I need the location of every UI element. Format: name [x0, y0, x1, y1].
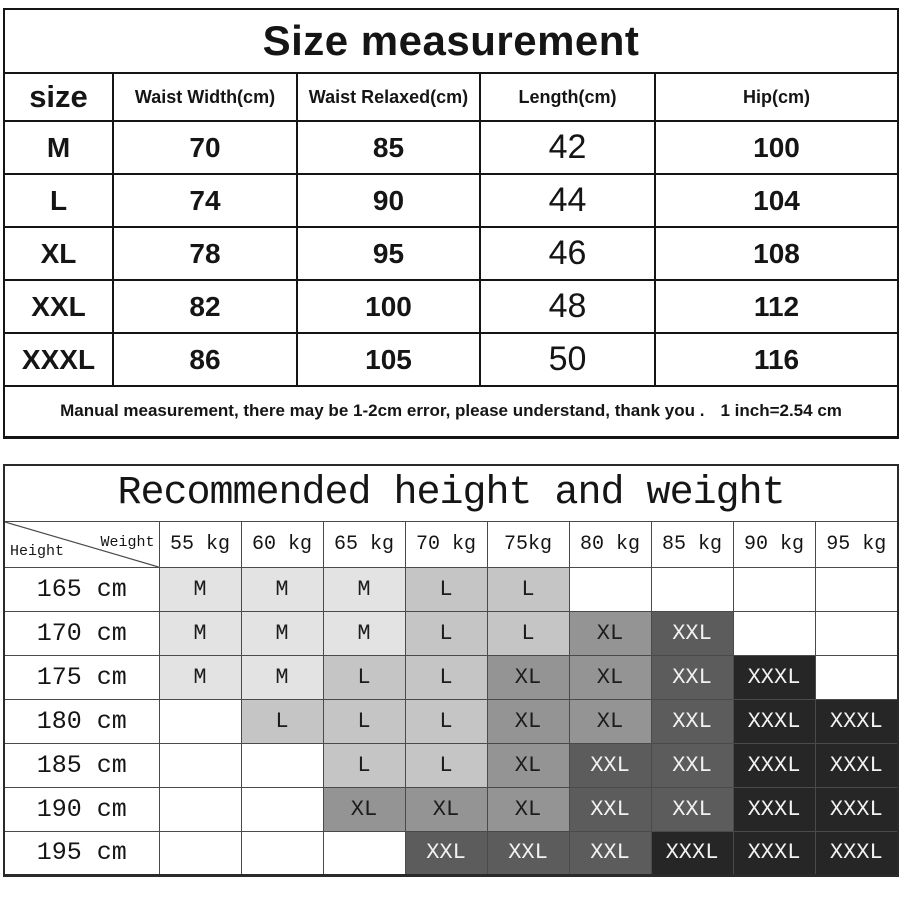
length-value: 48	[480, 280, 655, 333]
size-row-m	[4, 121, 898, 174]
measurement-note-text: Manual measurement, there may be 1-2cm error, please understand, thank you .	[60, 401, 705, 421]
weight-column-header: 60 kg	[241, 521, 323, 567]
recommended-size-cell-xl: XL	[487, 787, 569, 831]
recommended-size-cell-xxxl: XXXL	[733, 831, 815, 875]
recommended-size-cell-l: L	[241, 699, 323, 743]
inch-conversion-text: 1 inch=2.54 cm	[720, 401, 842, 421]
recommended-size-cell-m: M	[241, 611, 323, 655]
height-row	[4, 787, 898, 831]
corner-weight-label: Weight	[100, 533, 155, 551]
recommended-size-cell-l: L	[487, 611, 569, 655]
weight-column-header: 55 kg	[159, 521, 241, 567]
recommended-size-cell-m: M	[159, 611, 241, 655]
size-name-cell: XXL	[4, 280, 113, 333]
height-label: 185 cm	[4, 743, 159, 787]
size-table-body	[4, 121, 898, 386]
measurement-note-cell	[4, 386, 898, 437]
height-row	[4, 743, 898, 787]
size-name-cell: XL	[4, 227, 113, 280]
weight-column-header: 90 kg	[733, 521, 815, 567]
height-row	[4, 655, 898, 699]
recommended-size-cell-l: L	[405, 567, 487, 611]
empty-cell	[733, 611, 815, 655]
weight-column-header: 80 kg	[569, 521, 651, 567]
size-table-foot	[4, 386, 898, 437]
recommended-size-cell-xxxl: XXXL	[815, 787, 898, 831]
empty-cell	[159, 699, 241, 743]
height-row	[4, 831, 898, 875]
size-row-xxxl	[4, 333, 898, 386]
empty-cell	[569, 567, 651, 611]
size-table-header-row	[4, 73, 898, 121]
height-weight-title: Recommended height and weight	[4, 465, 898, 521]
recommended-size-cell-m: M	[241, 567, 323, 611]
recommended-size-cell-xxl: XXL	[651, 743, 733, 787]
empty-cell	[241, 743, 323, 787]
recommended-size-cell-xxxl: XXXL	[733, 699, 815, 743]
waist-relaxed-value: 90	[297, 174, 480, 227]
empty-cell	[159, 743, 241, 787]
height-label: 195 cm	[4, 831, 159, 875]
recommended-size-cell-xxxl: XXXL	[815, 699, 898, 743]
height-label: 180 cm	[4, 699, 159, 743]
recommended-size-cell-l: L	[487, 567, 569, 611]
recommended-size-cell-l: L	[323, 655, 405, 699]
waist-relaxed-value: 85	[297, 121, 480, 174]
waist-width-value: 82	[113, 280, 297, 333]
recommended-size-cell-xxxl: XXXL	[815, 743, 898, 787]
waist-width-value: 74	[113, 174, 297, 227]
hip-value: 100	[655, 121, 898, 174]
recommended-size-cell-xl: XL	[487, 699, 569, 743]
size-name-cell: M	[4, 121, 113, 174]
recommended-size-cell-xxl: XXL	[651, 655, 733, 699]
recommended-size-cell-m: M	[159, 567, 241, 611]
recommended-size-cell-xxxl: XXXL	[651, 831, 733, 875]
waist-relaxed-value: 100	[297, 280, 480, 333]
height-label: 190 cm	[4, 787, 159, 831]
length-value: 50	[480, 333, 655, 386]
waist-relaxed-value: 95	[297, 227, 480, 280]
length-value: 46	[480, 227, 655, 280]
column-header-waist-width: Waist Width(cm)	[113, 73, 297, 121]
recommended-size-cell-xl: XL	[487, 743, 569, 787]
size-row-xxl	[4, 280, 898, 333]
recommended-size-cell-xxl: XXL	[405, 831, 487, 875]
weight-column-header: 70 kg	[405, 521, 487, 567]
height-row	[4, 699, 898, 743]
corner-header-cell	[4, 521, 159, 567]
size-table-head	[4, 9, 898, 121]
waist-width-value: 86	[113, 333, 297, 386]
height-label: 170 cm	[4, 611, 159, 655]
size-row-xl	[4, 227, 898, 280]
column-header-waist-relaxed: Waist Relaxed(cm)	[297, 73, 480, 121]
empty-cell	[815, 611, 898, 655]
recommended-size-cell-xxxl: XXXL	[733, 655, 815, 699]
hip-value: 104	[655, 174, 898, 227]
waist-width-value: 78	[113, 227, 297, 280]
empty-cell	[815, 655, 898, 699]
recommended-size-cell-l: L	[323, 699, 405, 743]
corner-height-label: Height	[10, 542, 65, 560]
length-value: 44	[480, 174, 655, 227]
recommended-size-cell-xl: XL	[569, 655, 651, 699]
recommended-size-cell-xxxl: XXXL	[733, 787, 815, 831]
height-label: 175 cm	[4, 655, 159, 699]
recommended-size-cell-m: M	[159, 655, 241, 699]
recommended-size-cell-xl: XL	[569, 699, 651, 743]
height-grid-body	[4, 567, 898, 875]
weight-column-header: 95 kg	[815, 521, 898, 567]
empty-cell	[241, 787, 323, 831]
column-header-length: Length(cm)	[480, 73, 655, 121]
recommended-size-cell-xl: XL	[569, 611, 651, 655]
height-row	[4, 611, 898, 655]
recommended-size-cell-m: M	[323, 611, 405, 655]
recommended-size-cell-xl: XL	[323, 787, 405, 831]
recommended-size-cell-xxl: XXL	[487, 831, 569, 875]
weight-column-header: 75kg	[487, 521, 569, 567]
weight-column-header: 65 kg	[323, 521, 405, 567]
recommended-size-cell-xxxl: XXXL	[733, 743, 815, 787]
recommended-size-cell-xl: XL	[487, 655, 569, 699]
hip-value: 108	[655, 227, 898, 280]
height-weight-title-row	[4, 465, 898, 521]
empty-cell	[651, 567, 733, 611]
height-row	[4, 567, 898, 611]
size-name-cell: L	[4, 174, 113, 227]
length-value: 42	[480, 121, 655, 174]
recommended-size-cell-xxxl: XXXL	[815, 831, 898, 875]
recommended-size-cell-l: L	[323, 743, 405, 787]
size-row-l	[4, 174, 898, 227]
size-table-title: Size measurement	[4, 9, 898, 73]
recommended-size-cell-xxl: XXL	[569, 831, 651, 875]
recommended-size-cell-xl: XL	[405, 787, 487, 831]
height-weight-table	[3, 464, 899, 877]
recommended-size-cell-m: M	[323, 567, 405, 611]
weight-header-row	[4, 521, 898, 567]
empty-cell	[241, 831, 323, 875]
hip-value: 112	[655, 280, 898, 333]
empty-cell	[159, 787, 241, 831]
empty-cell	[159, 831, 241, 875]
empty-cell	[323, 831, 405, 875]
waist-relaxed-value: 105	[297, 333, 480, 386]
empty-cell	[733, 567, 815, 611]
recommended-size-cell-l: L	[405, 699, 487, 743]
height-label: 165 cm	[4, 567, 159, 611]
recommended-size-cell-xxl: XXL	[651, 699, 733, 743]
column-header-size: size	[4, 73, 113, 121]
note-row	[4, 386, 898, 437]
hip-value: 116	[655, 333, 898, 386]
recommended-size-cell-xxl: XXL	[569, 787, 651, 831]
recommended-size-cell-xxl: XXL	[651, 787, 733, 831]
empty-cell	[815, 567, 898, 611]
column-header-hip: Hip(cm)	[655, 73, 898, 121]
recommended-size-cell-xxl: XXL	[651, 611, 733, 655]
height-weight-head	[4, 465, 898, 567]
size-name-cell: XXXL	[4, 333, 113, 386]
recommended-size-cell-l: L	[405, 655, 487, 699]
size-table-title-row	[4, 9, 898, 73]
recommended-size-cell-m: M	[241, 655, 323, 699]
recommended-size-cell-xxl: XXL	[569, 743, 651, 787]
recommended-size-cell-l: L	[405, 611, 487, 655]
waist-width-value: 70	[113, 121, 297, 174]
recommended-size-cell-l: L	[405, 743, 487, 787]
weight-column-header: 85 kg	[651, 521, 733, 567]
size-measurement-table	[3, 8, 899, 439]
